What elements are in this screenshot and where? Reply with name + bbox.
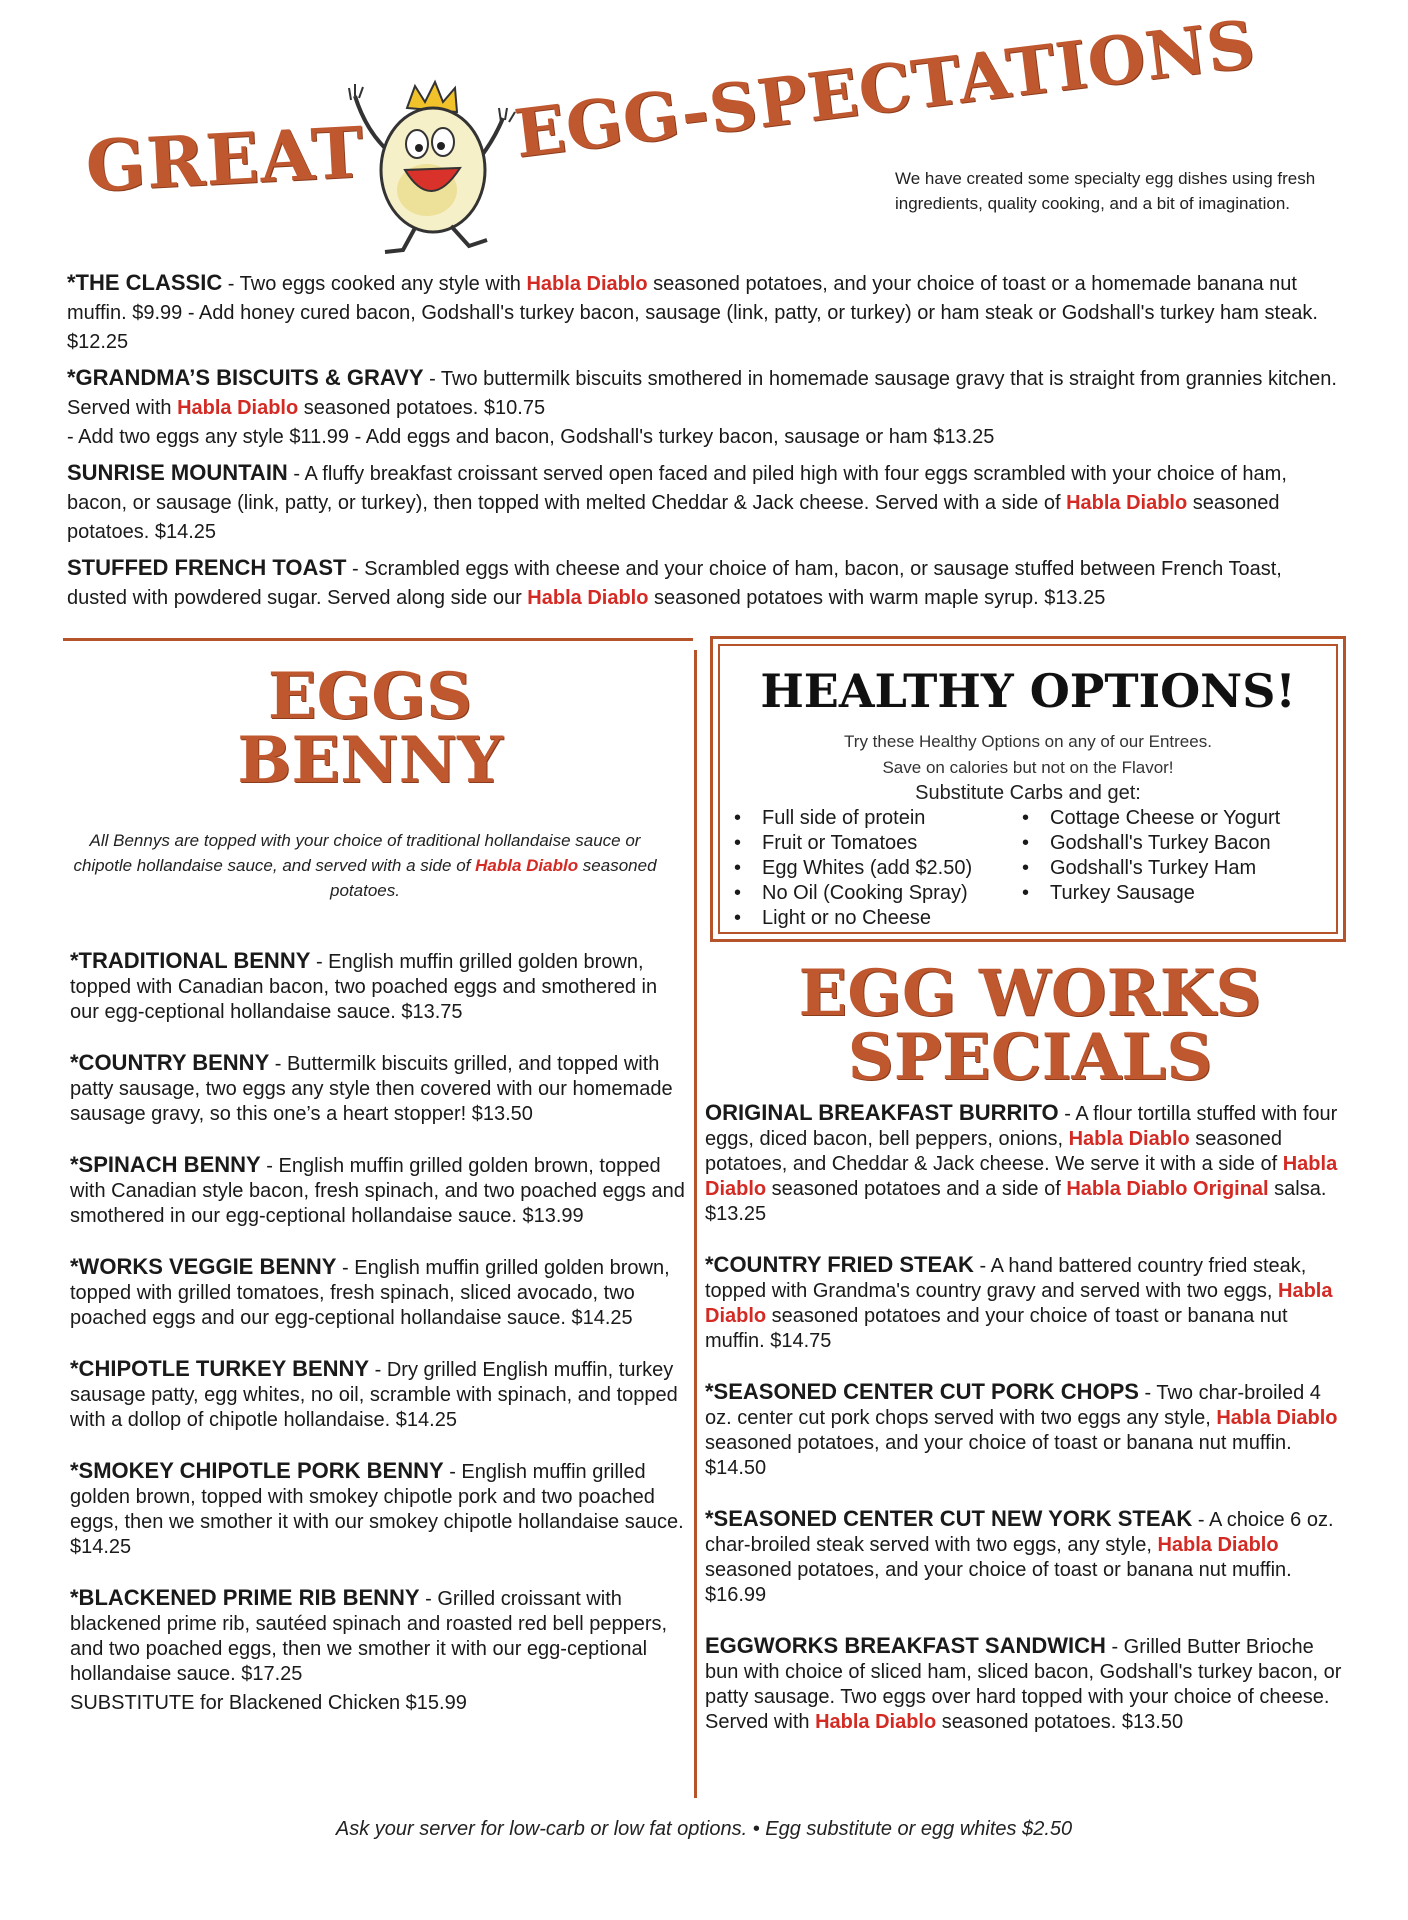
menu-item-title: SUNRISE MOUNTAIN (67, 460, 288, 485)
list-item: • Light or no Cheese (732, 906, 972, 931)
menu-item: SUNRISE MOUNTAIN - A fluffy breakfast croissant served open faced and piled high with four eggs scrambled with your choice of ham, bacon, or sausage (link, patty, or turkey), then topped with melted Cheddar & Jack cheese. Served with a side of Habla Diablo seasoned potatoes. $14.25 (67, 460, 1287, 543)
menu-item: STUFFED FRENCH TOAST - Scrambled eggs with cheese and your choice of ham, bacon, or sausage stuffed between French Toast, dusted with powdered sugar. Served along side our Habla Diablo seasoned potatoes with warm maple syrup. $13.25 (67, 555, 1282, 609)
healthy-options-box (710, 636, 1346, 942)
brand-highlight: Habla Diablo (815, 1711, 937, 1733)
egg-spectations-heading: EGG-SPECTATIONS (510, 4, 1260, 173)
header-tagline: We have created some specialty egg dishes using fresh ingredients, quality cooking, and a bit of imagination. (895, 169, 1316, 213)
healthy-sub-line1: Try these Healthy Options on any of our Entrees. (844, 732, 1212, 751)
section-divider (63, 638, 693, 641)
brand-highlight: Habla Diablo (1068, 1128, 1190, 1150)
brand-highlight: Habla Diablo (177, 397, 299, 419)
eggs-benny-intro: All Bennys are topped with your choice of traditional hollandaise sauce or chipotle hollandaise sauce, and served with a side of Habla Diablo seasoned potatoes. (73, 831, 657, 900)
egg-works-heading (720, 956, 1340, 1095)
list-item: • Cottage Cheese or Yogurt (1020, 806, 1280, 831)
great-heading: GREAT (83, 110, 367, 208)
menu-item: *SEASONED CENTER CUT NEW YORK STEAK - A choice 6 oz. char-broiled steak served with two eggs, any style, Habla Diablo seasoned potatoes, and your choice of toast or banana nut muffin. $16.99 (705, 1506, 1334, 1606)
menu-item-title: *SEASONED CENTER CUT NEW YORK STEAK (705, 1506, 1193, 1531)
menu-item-title: ORIGINAL BREAKFAST BURRITO (705, 1100, 1059, 1125)
healthy-options-left-list (732, 806, 972, 931)
menu-item-title: *WORKS VEGGIE BENNY (70, 1254, 337, 1279)
eggs-benny-heading (140, 659, 600, 798)
menu-item: ORIGINAL BREAKFAST BURRITO - A flour tortilla stuffed with four eggs, diced bacon, bell peppers, onions, Habla Diablo seasoned potatoes, and Cheddar & Jack cheese. We serve it with a side of Habla Diablo seasoned potatoes and a side of Habla Diablo Original salsa. $13.25 (705, 1100, 1338, 1225)
menu-item-title: *SPINACH BENNY (70, 1152, 261, 1177)
eggs-benny-heading-line2: BENNY (237, 723, 503, 798)
healthy-options-title: HEALTHY OPTIONS! (760, 664, 1296, 718)
egg-works-heading-line1: EGG WORKS (798, 956, 1262, 1031)
menu-item-title: *COUNTRY FRIED STEAK (705, 1252, 974, 1277)
menu-item-title: *SMOKEY CHIPOTLE PORK BENNY (70, 1458, 444, 1483)
egg-works-heading-line2: SPECIALS (847, 1020, 1213, 1095)
list-item: • Godshall's Turkey Ham (1020, 856, 1280, 881)
brand-highlight: Habla Diablo (705, 1280, 1333, 1327)
column-divider (694, 650, 697, 1798)
menu-item: *SPINACH BENNY - English muffin grilled golden brown, topped with Canadian style bacon, fresh spinach, and two poached eggs and smothered in our egg-ceptional hollandaise sauce. $13.99 (70, 1152, 685, 1227)
menu-item: EGGWORKS BREAKFAST SANDWICH - Grilled Butter Brioche bun with choice of sliced ham, sliced bacon, Godshall's turkey bacon, or patty sausage. Two eggs over hard topped with your choice of cheese. Served with Habla Diablo seasoned potatoes. $13.50 (705, 1633, 1342, 1733)
menu-item-title: *COUNTRY BENNY (70, 1050, 270, 1075)
menu-item-title: *GRANDMA’S BISCUITS & GRAVY (67, 365, 424, 390)
healthy-options-right-list (1020, 806, 1280, 906)
brand-highlight: Habla Diablo (1216, 1407, 1338, 1429)
list-item: • No Oil (Cooking Spray) (732, 881, 972, 906)
menu-item-title: *BLACKENED PRIME RIB BENNY (70, 1585, 420, 1610)
brand-highlight: Habla Diablo (526, 273, 648, 295)
menu-item-title: *SEASONED CENTER CUT PORK CHOPS (705, 1379, 1139, 1404)
menu-item: *COUNTRY FRIED STEAK - A hand battered country fried steak, topped with Grandma's country gravy and served with two eggs, Habla Diablo seasoned potatoes and your choice of toast or banana nut muffin. $14.75 (705, 1252, 1333, 1352)
brand-highlight: Habla Diablo (705, 1153, 1338, 1200)
list-item: • Full side of protein (732, 806, 972, 831)
menu-item: *SEASONED CENTER CUT PORK CHOPS - Two char-broiled 4 oz. center cut pork chops served with two eggs any style, Habla Diablo seasoned potatoes, and your choice of toast or banana nut muffin. $14.50 (705, 1379, 1338, 1479)
eggs-benny-heading-line1: EGGS (267, 659, 473, 734)
menu-item: *GRANDMA’S BISCUITS & GRAVY - Two buttermilk biscuits smothered in homemade sausage gravy that is straight from grannies kitchen. Served with Habla Diablo seasoned potatoes. $10.75 - Add two eggs any style $11.99 - Add eggs and bacon, Godshall's turkey bacon, sausage or ham $13.25 (67, 365, 1337, 448)
menu-item: *THE CLASSIC - Two eggs cooked any style with Habla Diablo seasoned potatoes, and your choice of toast or a homemade banana nut muffin. $9.99 - Add honey cured bacon, Godshall's turkey bacon, sausage (link, patty, or turkey) or ham steak or Godshall's turkey ham steak. $12.25 (67, 270, 1318, 353)
brand-highlight: Habla Diablo (1066, 492, 1188, 514)
list-item: • Turkey Sausage (1020, 881, 1280, 906)
substitute-note: SUBSTITUTE for Blackened Chicken $15.99 (70, 1692, 467, 1714)
healthy-sub-line2: Save on calories but not on the Flavor! (882, 758, 1174, 777)
list-item: • Egg Whites (add $2.50) (732, 856, 972, 881)
menu-item-title: *THE CLASSIC (67, 270, 223, 295)
menu-item: *SMOKEY CHIPOTLE PORK BENNY - English muffin grilled golden brown, topped with smokey chipotle pork and two poached eggs, then we smother it with our smokey chipotle hollandaise sauce. $14.25 (70, 1458, 684, 1558)
menu-item: *CHIPOTLE TURKEY BENNY - Dry grilled English muffin, turkey sausage patty, egg whites, no oil, scramble with spinach, and topped with a dollop of chipotle hollandaise. $14.25 (70, 1356, 678, 1431)
healthy-options-subtitle (720, 729, 1336, 781)
brand-highlight: Habla Diablo (1157, 1534, 1279, 1556)
egg-works-list (705, 1100, 1345, 1760)
menu-item: *COUNTRY BENNY - Buttermilk biscuits grilled, and topped with patty sausage, two eggs any style then covered with our homemade sausage gravy, so this one’s a heart stopper! $13.50 (70, 1050, 673, 1125)
eggs-benny-list (70, 948, 690, 1716)
menu-item-title: *CHIPOTLE TURKEY BENNY (70, 1356, 370, 1381)
menu-item-title: *TRADITIONAL BENNY (70, 948, 311, 973)
brand-highlight: Habla Diablo Original (1066, 1178, 1269, 1200)
list-item: • Godshall's Turkey Bacon (1020, 831, 1280, 856)
carbs-label: Substitute Carbs and get: (915, 782, 1141, 804)
menu-item: *BLACKENED PRIME RIB BENNY - Grilled croissant with blackened prime rib, sautéed spinach and roasted red bell peppers, and two poached eggs, then we smother it with our egg-ceptional hollandaise sauce. $17.25 (70, 1585, 668, 1685)
top-entries-list (67, 268, 1347, 619)
list-item: • Fruit or Tomatoes (732, 831, 972, 856)
menu-item-title: EGGWORKS BREAKFAST SANDWICH (705, 1633, 1106, 1658)
menu-item-title: STUFFED FRENCH TOAST (67, 555, 347, 580)
egg-mascot-icon (345, 78, 520, 258)
menu-item: *TRADITIONAL BENNY - English muffin grilled golden brown, topped with Canadian bacon, two poached eggs and smothered in our egg-ceptional hollandaise sauce. $13.75 (70, 948, 658, 1023)
footer-note: Ask your server for low-carb or low fat options. • Egg substitute or egg whites $2.50 (335, 1818, 1073, 1840)
brand-highlight: Habla Diablo (475, 856, 579, 875)
brand-highlight: Habla Diablo (527, 587, 649, 609)
menu-item: *WORKS VEGGIE BENNY - English muffin grilled golden brown, topped with grilled tomatoes, fresh spinach, sliced avocado, two poached eggs and our egg-ceptional hollandaise sauce. $14.25 (70, 1254, 670, 1329)
